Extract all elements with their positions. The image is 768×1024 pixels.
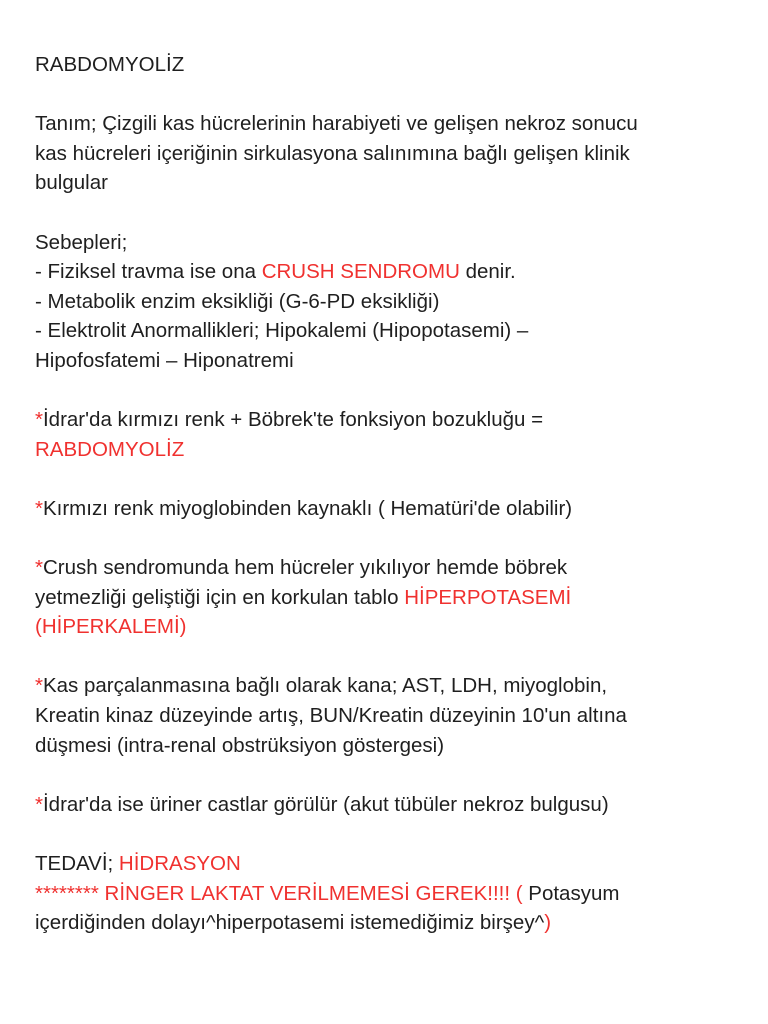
note-star: * xyxy=(35,792,43,816)
definition-line-2: kas hücreleri içeriğinin sirkulasyona salınımına bağlı gelişen klinik xyxy=(35,141,630,165)
treatment-reason-text: içerdiğinden dolayı^hiperpotasemi istemediğimiz birşey^ xyxy=(35,911,545,935)
note-5 xyxy=(35,790,735,820)
causes-heading: Sebepleri; xyxy=(35,230,128,254)
cause-item-2: - Metabolik enzim eksikliği (G-6-PD eksikliği) xyxy=(35,289,440,313)
spacer xyxy=(35,198,735,228)
definition-line-1: Tanım; Çizgili kas hücrelerinin harabiyeti ve gelişen nekroz sonucu xyxy=(35,112,638,136)
treatment-line xyxy=(35,849,735,879)
note-3-text: Crush sendromunda hem hücreler yıkılıyor hemde böbrek xyxy=(42,556,568,580)
treatment-reason-close: ) xyxy=(544,911,552,935)
note-4-text: Kas parçalanmasına bağlı olarak kana; AST, LDH, miyoglobin, xyxy=(42,674,608,698)
spacer xyxy=(35,524,735,554)
treatment-label: TEDAVİ; xyxy=(35,852,119,876)
note-3-line-2 xyxy=(35,583,735,613)
spacer xyxy=(35,80,735,110)
treatment-reason-line-2 xyxy=(35,908,735,938)
spacer xyxy=(35,819,735,849)
note-3-line-2-prefix: yetmezliği geliştiği için en korkulan tablo xyxy=(35,585,405,609)
note-star: * xyxy=(35,556,43,580)
note-2 xyxy=(35,494,735,524)
note-5-text: İdrar'da ise üriner castlar görülür (akut tübüler nekroz bulgusu) xyxy=(42,792,609,816)
cause-item-1 xyxy=(35,257,735,287)
spacer xyxy=(35,760,735,790)
spacer xyxy=(35,464,735,494)
document-title: RABDOMYOLİZ xyxy=(35,53,185,76)
note-1-text: İdrar'da kırmızı renk + Böbrek'te fonksiyon bozukluğu = xyxy=(42,408,544,432)
note-1-line-2: RABDOMYOLİZ xyxy=(35,437,185,461)
note-star: * xyxy=(35,674,43,698)
note-4-line-3: düşmesi (intra-renal obstrüksiyon göstergesi) xyxy=(35,733,445,757)
hidrasyon-highlight: HİDRASYON xyxy=(118,852,241,876)
crush-syndrome-highlight: CRUSH SENDROMU xyxy=(261,260,460,284)
treatment-reason-start: Potasyum xyxy=(528,881,620,905)
hiperpotasemi-highlight: HİPERPOTASEMİ xyxy=(404,585,572,609)
document-page xyxy=(35,50,735,938)
definition-line-3: bulgular xyxy=(35,171,108,195)
note-star: * xyxy=(35,496,43,520)
spacer xyxy=(35,376,735,406)
note-star: * xyxy=(35,408,43,432)
note-1-line-1 xyxy=(35,405,735,435)
note-2-text: Kırmızı renk miyoglobinden kaynaklı ( Hematüri'de olabilir) xyxy=(42,496,573,520)
ringer-warning: ******** RİNGER LAKTAT VERİLMEMESİ GEREK!!!! ( xyxy=(35,881,529,905)
treatment-warning-line xyxy=(35,879,735,909)
cause-item-1-prefix: - Fiziksel travma ise ona xyxy=(35,260,262,284)
note-4-line-1 xyxy=(35,671,735,701)
note-3-line-3: (HİPERKALEMİ) xyxy=(35,615,187,639)
note-3-line-1 xyxy=(35,553,735,583)
cause-item-1-suffix: denir. xyxy=(459,260,516,284)
spacer xyxy=(35,642,735,672)
cause-item-3-line-2: Hipofosfatemi – Hiponatremi xyxy=(35,348,294,372)
note-4-line-2: Kreatin kinaz düzeyinde artış, BUN/Kreatin düzeyinin 10'un altına xyxy=(35,704,627,728)
cause-item-3-line-1: - Elektrolit Anormallikleri; Hipokalemi (Hipopotasemi) – xyxy=(35,319,529,343)
